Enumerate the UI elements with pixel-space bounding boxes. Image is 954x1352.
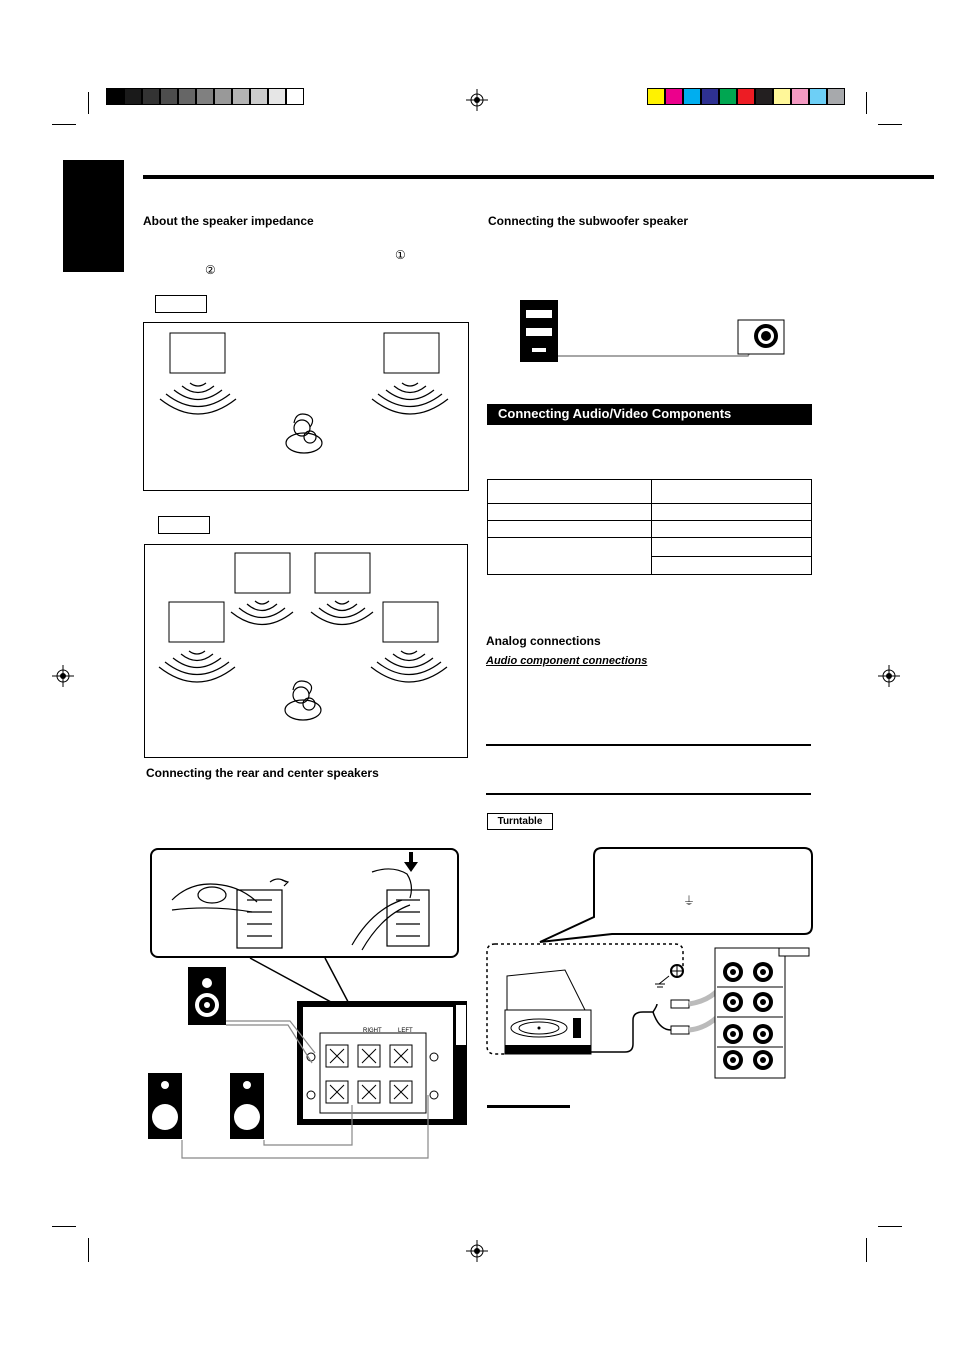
registration-swatch [196, 88, 214, 105]
subwoofer-connection-diagram [518, 298, 788, 366]
language-sidebar-tab [63, 160, 124, 272]
crop-mark [866, 1238, 867, 1262]
heading-analog-connections: Analog connections [486, 634, 601, 648]
gray-registration-bar [106, 88, 304, 105]
turntable-connection-diagram [485, 940, 811, 1082]
registration-swatch [250, 88, 268, 105]
registration-swatch [701, 88, 719, 105]
registration-target-icon [878, 665, 900, 687]
crop-mark [88, 92, 89, 114]
color-registration-bar [647, 88, 845, 105]
registration-swatch [755, 88, 773, 105]
registration-target-icon [52, 665, 74, 687]
ground-symbol-icon: ⏚ [683, 894, 696, 908]
section-bar-title: Connecting Audio/Video Components [498, 406, 732, 421]
registration-swatch [647, 88, 665, 105]
subheading-audio-component: Audio component connections [486, 655, 648, 667]
terminal-label-left: LEFT [398, 1028, 413, 1034]
crop-mark [878, 1226, 902, 1227]
registration-swatch [178, 88, 196, 105]
registration-swatch [142, 88, 160, 105]
wire-connection-callout [150, 848, 459, 958]
note-rule [487, 1105, 570, 1108]
registration-swatch [791, 88, 809, 105]
listener-icon [285, 681, 321, 720]
rule-top [486, 744, 811, 746]
circle-two-mark: ② [205, 263, 216, 277]
crop-mark [866, 92, 867, 114]
registration-swatch [124, 88, 142, 105]
registration-swatch [665, 88, 683, 105]
registration-swatch [719, 88, 737, 105]
heading-speaker-impedance: About the speaker impedance [143, 214, 314, 228]
crop-mark [878, 124, 902, 125]
circle-one-mark: ① [395, 248, 406, 262]
section-bar-audio-video [487, 404, 812, 425]
header-rule [143, 175, 934, 179]
connection-type-table [487, 479, 812, 575]
heading-subwoofer: Connecting the subwoofer speaker [488, 214, 689, 228]
registration-swatch [232, 88, 250, 105]
crop-mark [88, 1238, 89, 1262]
crop-mark [52, 1226, 76, 1227]
diagram-two-label-box [158, 516, 210, 534]
terminal-label-right: RIGHT [363, 1028, 382, 1034]
registration-swatch [683, 88, 701, 105]
ground-note-callout [536, 845, 814, 945]
rule-bottom [486, 793, 811, 795]
registration-swatch [268, 88, 286, 105]
listener-icon [286, 414, 322, 453]
registration-swatch [286, 88, 304, 105]
registration-swatch [773, 88, 791, 105]
registration-swatch [809, 88, 827, 105]
heading-rear-center-speakers: Connecting the rear and center speakers [146, 766, 379, 780]
speaker-layout-diagram-surround [144, 544, 468, 758]
diagram-one-label-box [155, 295, 207, 313]
turntable-label: Turntable [487, 813, 553, 830]
registration-swatch [160, 88, 178, 105]
registration-target-icon [466, 89, 488, 111]
registration-target-icon [466, 1240, 488, 1262]
registration-swatch [737, 88, 755, 105]
registration-swatch [827, 88, 845, 105]
crop-mark [52, 124, 76, 125]
registration-swatch [214, 88, 232, 105]
registration-swatch [106, 88, 124, 105]
speaker-layout-diagram-front [143, 322, 469, 491]
speaker-wiring-diagram [140, 955, 470, 1165]
